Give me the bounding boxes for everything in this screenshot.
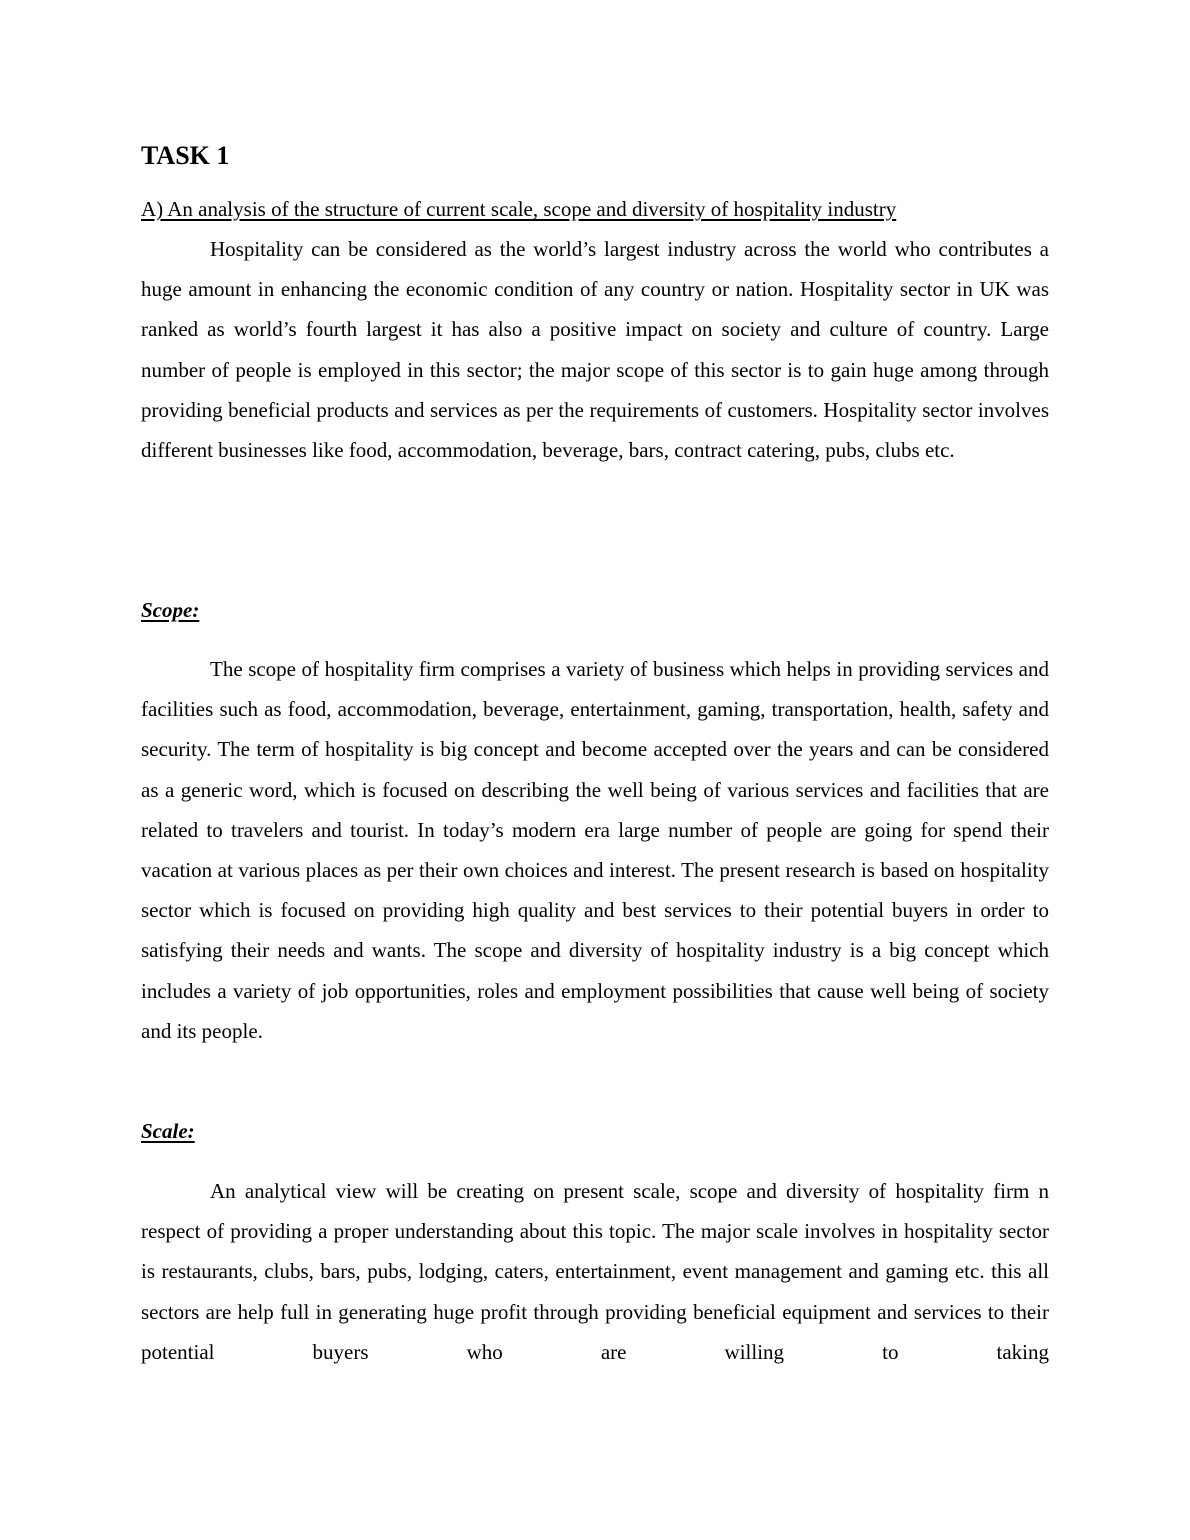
task-title: TASK 1 (141, 141, 230, 170)
scale-paragraph: An analytical view will be creating on present scale, scope and diversity of hospitality firm n respect of providing a proper understanding about this topic. The major scale involves in hospitality sector is restaurants, clubs, bars, pubs, lodging, caters, entertainment, event management and gaming etc. this all sectors are help full in generating huge profit through providing beneficial equipment and services to their potential buyers who are willing to taking (141, 1179, 1049, 1364)
intro-paragraph: Hospitality can be considered as the world’s largest industry across the world who contributes a huge amount in enhancing the economic condition of any country or nation. Hospitality sector in UK was ranked as world’s fourth largest it has also a positive impact on society and culture of country. Large number of people is employed in this sector; the major scope of this sector is to gain huge among through providing beneficial products and services as per the requirements of customers. Hospitality sector involves different businesses like food, accommodation, beverage, bars, contract catering, pubs, clubs etc. (141, 237, 1049, 463)
scope-paragraph: The scope of hospitality firm comprises a variety of business which helps in providing services and facilities such as food, accommodation, beverage, entertainment, gaming, transportation, health, safety and security. The term of hospitality is big concept and become accepted over the years and can be considered as a generic word, which is focused on describing the well being of various services and facilities that are related to travelers and tourist. In today’s modern era large number of people are going for spend their vacation at various places as per their own choices and interest. The present research is based on hospitality sector which is focused on providing high quality and best services to their potential buyers in order to satisfying their needs and wants. The scope and diversity of hospitality industry is a big concept which includes a variety of job opportunities, roles and employment possibilities that cause well being of society and its people. (141, 657, 1049, 1043)
scope-heading: Scope: (141, 598, 200, 622)
section-subheading: A) An analysis of the structure of current scale, scope and diversity of hospitality industry (141, 197, 897, 221)
scale-heading: Scale: (141, 1119, 195, 1143)
